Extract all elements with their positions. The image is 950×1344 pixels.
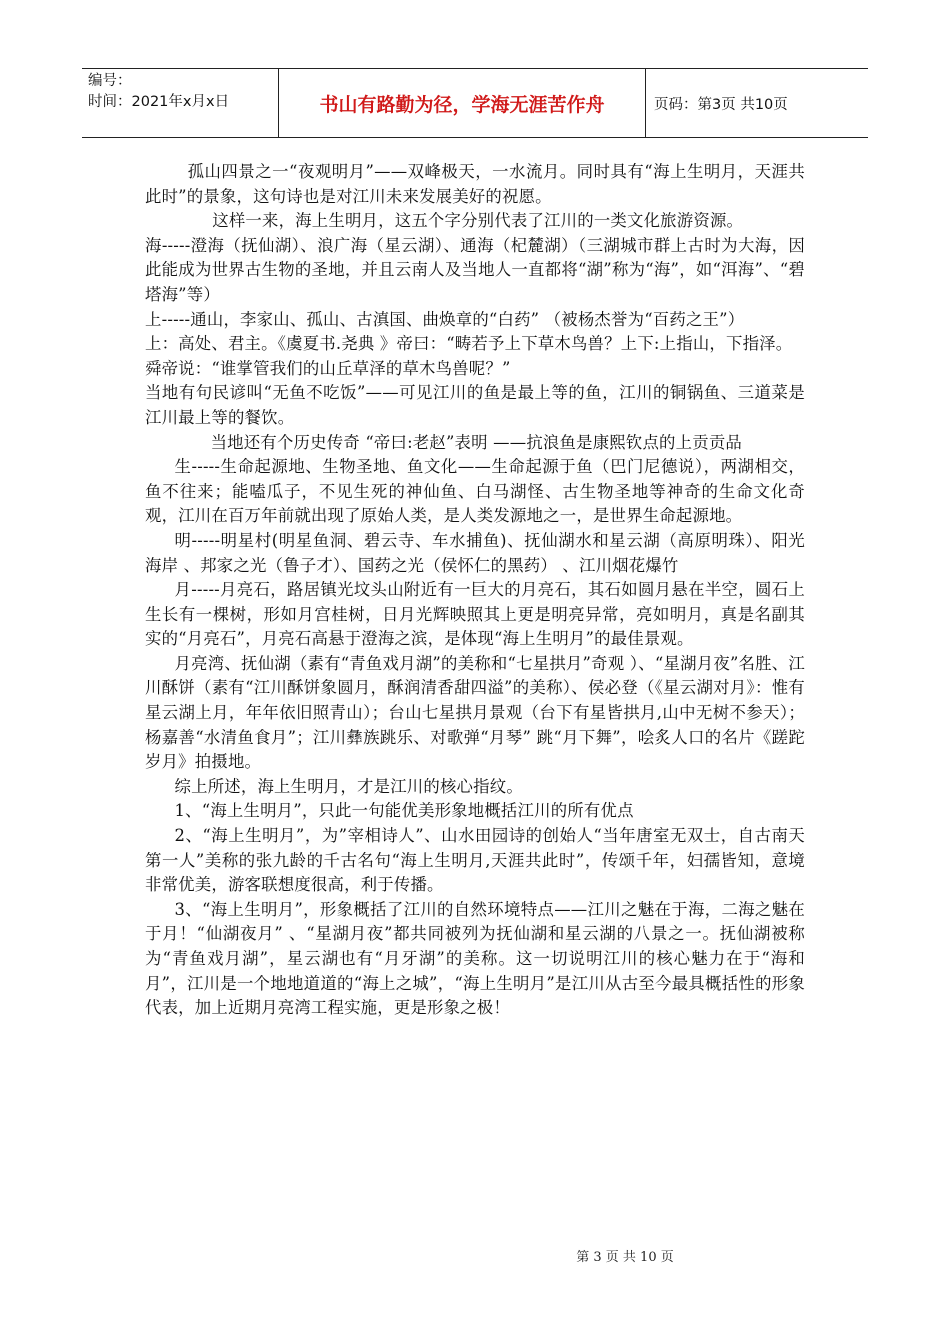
header-page-info: 页码：第3页 共10页 — [654, 96, 788, 113]
paragraph: 舜帝说：“谁掌管我们的山丘草泽的草木鸟兽呢？” — [145, 358, 511, 378]
paragraph: 3、“海上生明月”，形象概括了江川的自然环境特点——江川之魅在于海，二海之魅在于月！“仙湖夜月” 、“星湖月夜”都共同被列为抚仙湖和星云湖的八景之一。抚仙湖被称为“青鱼戏月湖”，星云湖也有“月牙湖”的美称。这一切说明江川的核心魅力在于“海和月”，江川是一个地地道道的“海上之城”，“海上生明月”是江川从古至今最具概括性的形象代表，加上近期月亮湾工程实施，更是形象之极！ — [145, 899, 805, 1018]
paragraph: 这样一来，海上生明月，这五个字分别代表了江川的一类文化旅游资源。 — [212, 211, 744, 231]
header-motto: 书山有路勤为径，学海无涯苦作舟 — [278, 69, 646, 137]
paragraph: 生-----生命起源地、生物圣地、鱼文化——生命起源于鱼（巴门尼德说），两湖相交，鱼不往来；能嗑瓜子，不见生死的神仙鱼、白马湖怪、古生物圣地等神奇的生命文化奇观，江川在百万年前就出现了原始人类，是人类发源地之一，是世界生命起源地。 — [145, 457, 805, 526]
paragraph: 上：高处、君主。《虞夏书.尧典 》帝曰：“畴若予上下草木鸟兽？上下:上指山，下指泽。 — [145, 334, 793, 354]
number-label: 编号： — [88, 73, 132, 89]
header-meta — [82, 69, 278, 137]
paragraph: 2、“海上生明月”，为”宰相诗人”、山水田园诗的创始人“当年唐室无双士，自古南天第一人”美称的张九龄的千古名句“海上生明月,天涯共此时”，传颂千年，妇孺皆知，意境非常优美，游客联想度很高，利于传播。 — [145, 826, 805, 895]
paragraph: 月-----月亮石，路居镇光坟头山附近有一巨大的月亮石，其石如圆月悬在半空，圆石上生长有一棵树，形如月宫桂树，日月光辉映照其上更是明亮异常，亮如明月，真是名副其实的“月亮石”，月亮石高悬于澄海之滨，是体现“海上生明月”的最佳景观。 — [145, 580, 805, 649]
paragraph: 当地还有个历史传奇 “帝曰:老赵”表明 ——抗浪鱼是康熙钦点的上贡贡品 — [210, 432, 743, 452]
paragraph: 综上所述，海上生明月，才是江川的核心指纹。 — [174, 776, 523, 796]
page-footer: 第 3 页 共 10 页 — [576, 1250, 674, 1265]
page-header — [82, 68, 868, 138]
paragraph: 明-----明星村(明星鱼洞、碧云寺、车水捕鱼)、抚仙湖水和星云湖（高原明珠）、阳光海岸 、邦家之光（鲁子才）、国药之光（侯怀仁的黑药） 、江川烟花爆竹 — [145, 530, 805, 575]
paragraph: 海-----澄海（抚仙湖）、浪广海（星云湖）、通海（杞麓湖）（三湖城市群上古时为大海，因此能成为世界古生物的圣地，并且云南人及当地人一直都将“湖”称为“海”，如“洱海”、“碧塔海”等） — [145, 235, 805, 304]
time-label: 时间：2021年x月x日 — [88, 94, 230, 110]
paragraph: 上-----通山，李家山、孤山、古滇国、曲焕章的“白药” （被杨杰誉为“百药之王”） — [145, 309, 745, 329]
paragraph: 1、“海上生明月”，只此一句能优美形象地概括江川的所有优点 — [174, 801, 634, 821]
paragraph: 孤山四景之一“夜观明月”——双峰极天，一水流月。同时具有“海上生明月，天涯共此时”的景象，这句诗也是对江川未来发展美好的祝愿。 — [145, 162, 805, 206]
paragraph: 当地有句民谚叫“无鱼不吃饭”——可见江川的鱼是最上等的鱼，江川的铜锅鱼、三道菜是江川最上等的餐饮。 — [145, 383, 805, 427]
paragraph: 月亮湾、抚仙湖（素有“青鱼戏月湖”的美称和“七星拱月”奇观 ）、“星湖月夜”名胜、江川酥饼（素有“江川酥饼象圆月，酥润清香甜四溢”的美称）、侯必登（《星云湖对月》：惟有星云湖上月，年年依旧照青山）；台山七星拱月景观（台下有星皆拱月,山中无树不参天）；杨嘉善“水清鱼食月”；江川彝族跳乐、对歌弹“月琴” 跳“月下舞”，哙炙人口的名片《蹉跎岁月》拍摄地。 — [145, 653, 805, 772]
document-body — [145, 160, 805, 1021]
